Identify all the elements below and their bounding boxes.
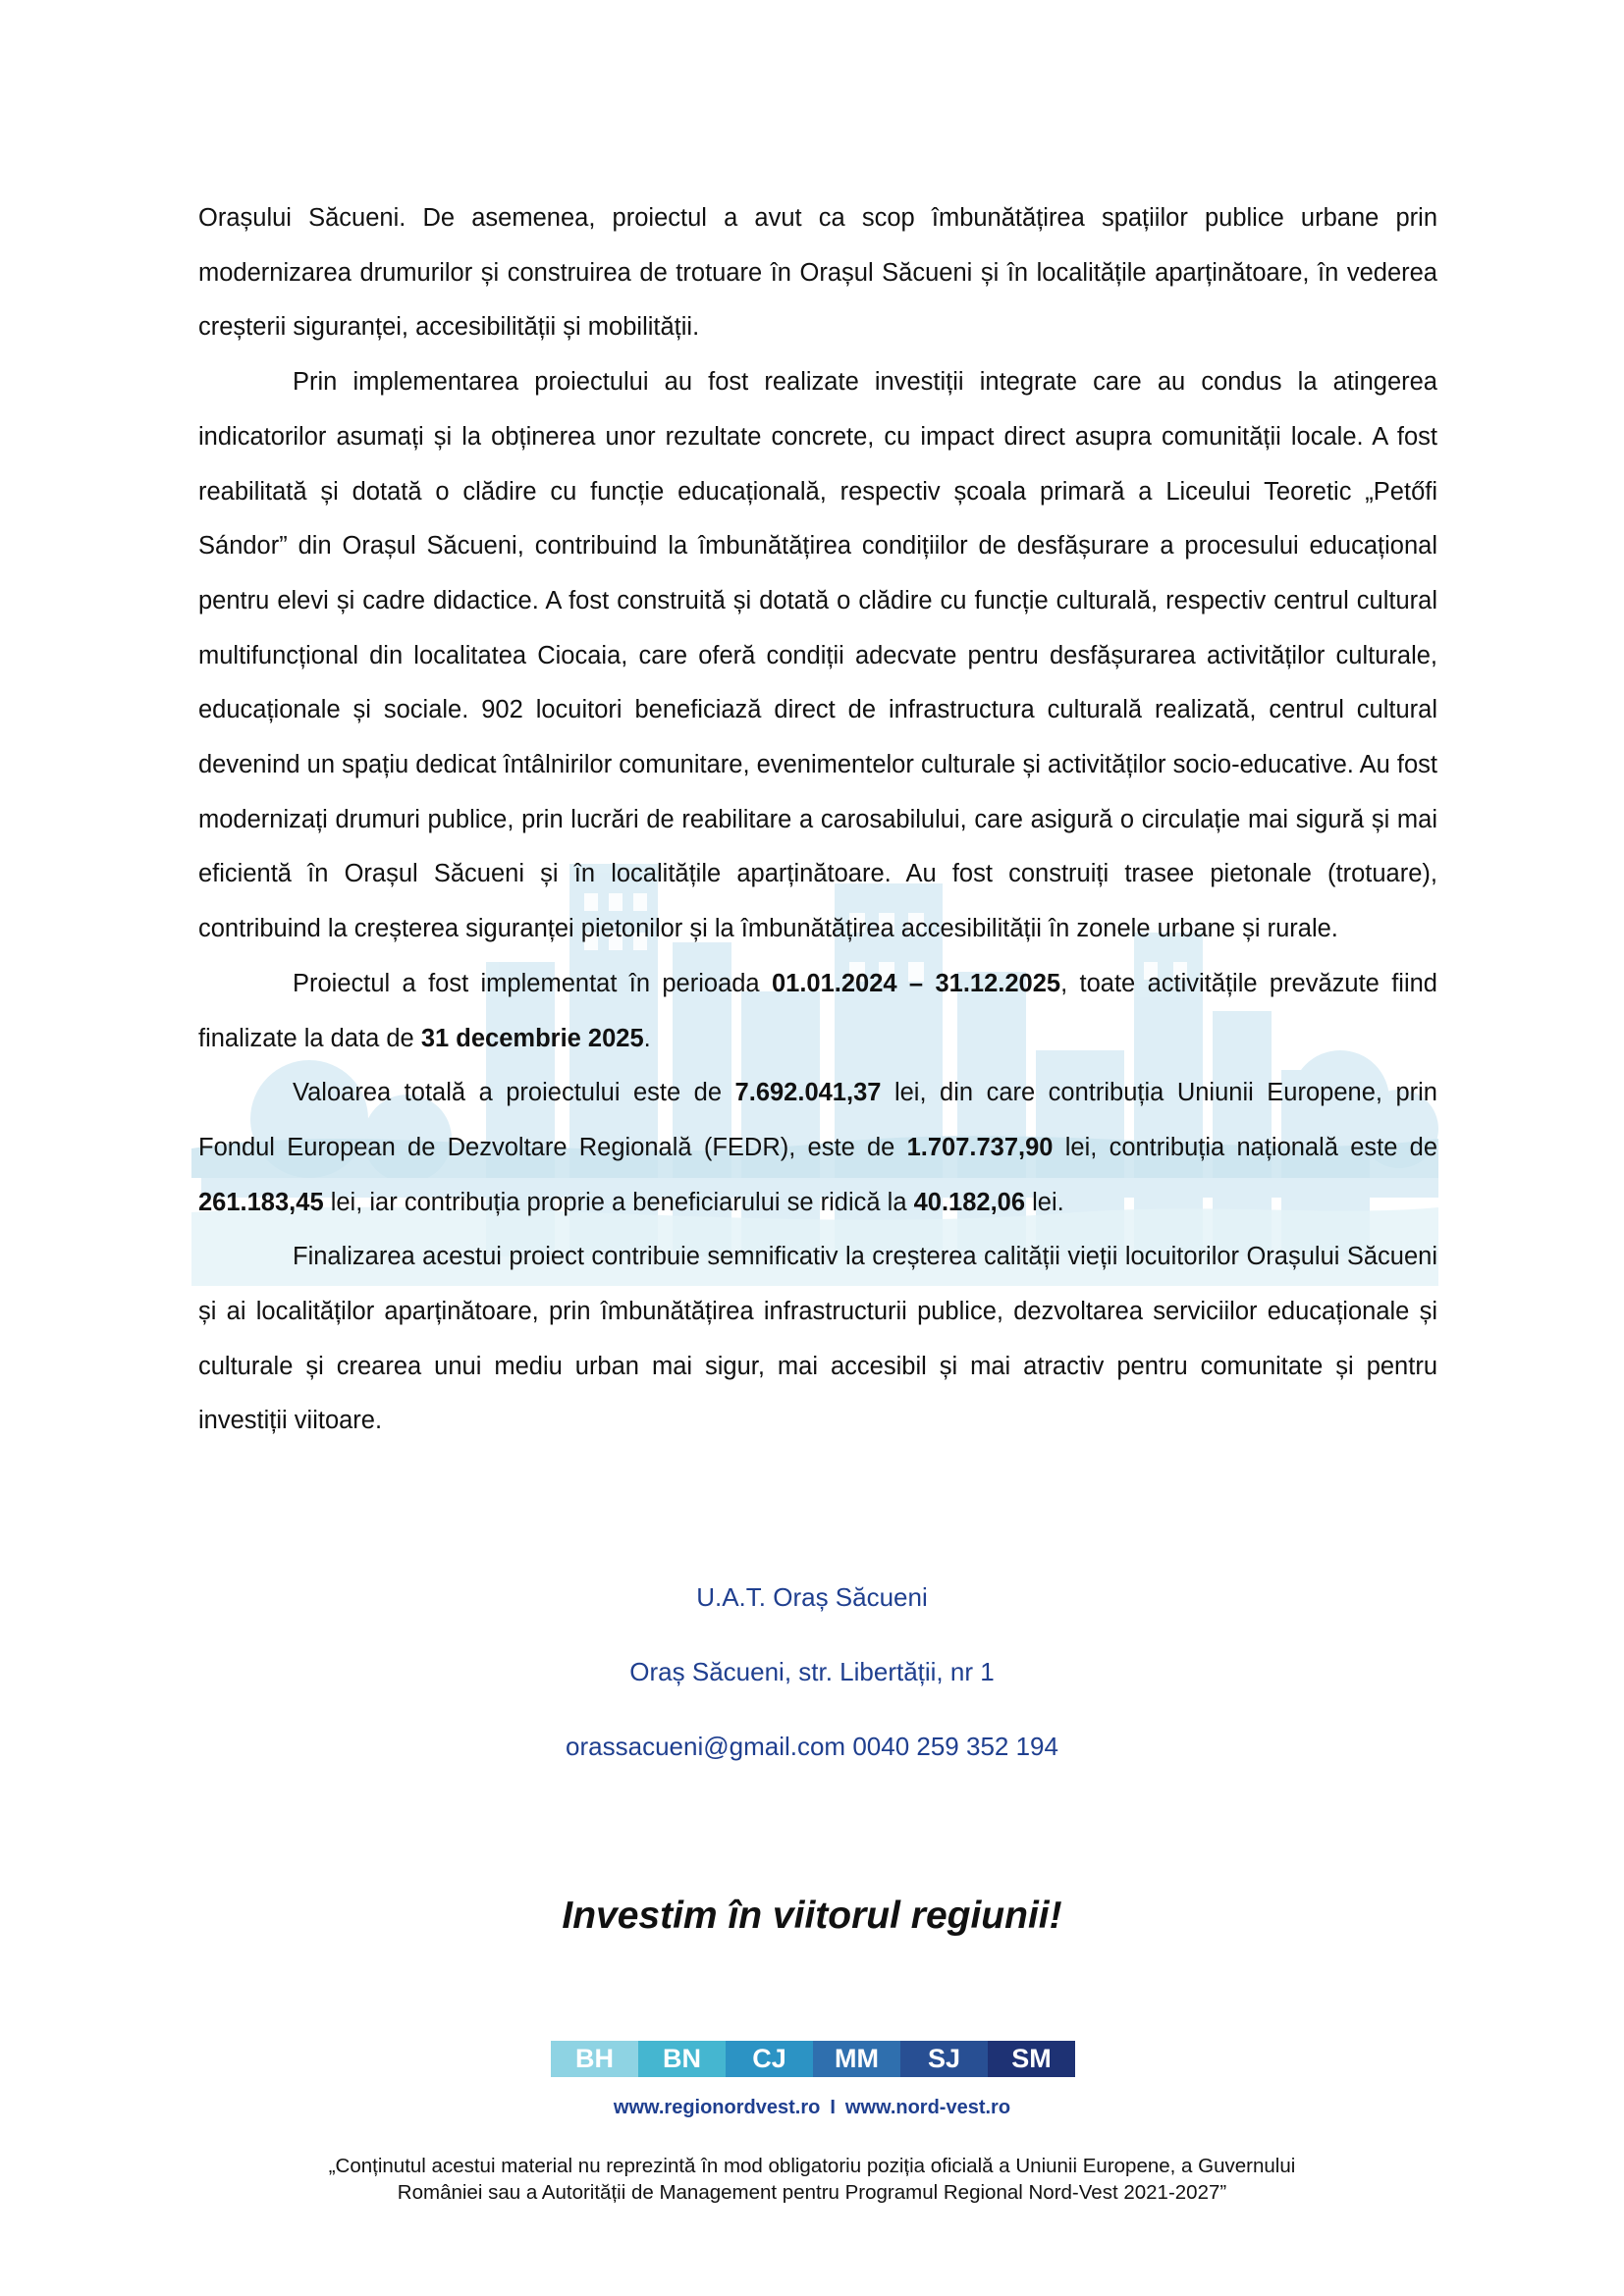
eu-contribution: 1.707.737,90	[906, 1133, 1054, 1161]
region-sj: SJ	[900, 2041, 988, 2077]
paragraph-5: Finalizarea acestui proiect contribuie semnificativ la creșterea calității vieții locuitorilor Orașului Săcueni și ai localităților aparținătoare, prin îmbunătățirea infrastructurii publice, dezvoltarea serviciilor educaționale și culturale și crearea unui mediu urban mai sigur, mai accesibil și mai atractiv pentru comunitate și pentru investiții viitoare.	[198, 1243, 1437, 1435]
disclaimer-line-1: „Conținutul acestui material nu reprezintă în mod obligatoriu poziția oficială a Uniunii Europene, a Guvernului	[328, 2155, 1296, 2177]
paragraph-1: Orașului Săcueni. De asemenea, proiectul a avut ca scop îmbunătățirea spațiilor publice urbane prin modernizarea drumurilor și construirea de trotuare în Orașul Săcueni și în localitățile aparținătoare, în vederea creșterii siguranței, accesibilității și mobilității.	[198, 204, 1437, 342]
region-bh: BH	[551, 2041, 638, 2077]
paragraph-4: Valoarea totală a proiectului este de 7.692.041,37 lei, din care contribuția Uniunii Europene, prin Fondul European de Dezvoltare Regională (FEDR), este de 1.707.737,90 lei, contribuția națională este de 261.183,45 lei, iar contribuția proprie a beneficiarului se ridică la 40.182,06 lei.	[198, 1079, 1437, 1216]
slogan: Investim în viitorul regiunii!	[562, 1895, 1062, 1937]
implementation-period: 01.01.2024 – 31.12.2025	[771, 969, 1061, 997]
national-contribution: 261.183,45	[198, 1188, 324, 1216]
region-mm: MM	[813, 2041, 900, 2077]
contact-address: Oraș Săcueni, str. Libertății, nr 1	[629, 1657, 995, 1686]
region-cj: CJ	[726, 2041, 813, 2077]
body-text	[198, 191, 1437, 1449]
own-contribution: 40.182,06	[913, 1188, 1026, 1216]
website-links	[0, 2097, 1624, 2119]
link-separator: I	[830, 2097, 836, 2118]
website-link-regionordvest[interactable]: www.regionordvest.ro	[613, 2097, 821, 2118]
completion-date: 31 decembrie 2025	[420, 1024, 644, 1052]
disclaimer	[0, 2153, 1624, 2206]
disclaimer-line-2: României sau a Autorității de Management pentru Programul Regional Nord-Vest 2021-2027”	[397, 2181, 1227, 2204]
total-value: 7.692.041,37	[734, 1079, 882, 1107]
paragraph-3: Proiectul a fost implementat în perioada 01.01.2024 – 31.12.2025, toate activitățile prevăzute fiind finalizate la data de 31 decembrie 2025.	[198, 969, 1437, 1052]
region-code-bar	[551, 2041, 1075, 2077]
website-link-nord-vest[interactable]: www.nord-vest.ro	[844, 2097, 1011, 2118]
region-sm: SM	[988, 2041, 1075, 2077]
region-bn: BN	[638, 2041, 726, 2077]
contact-email-phone[interactable]: orassacueni@gmail.com 0040 259 352 194	[566, 1732, 1058, 1761]
contact-name: U.A.T. Oraș Săcueni	[696, 1582, 928, 1612]
paragraph-2: Prin implementarea proiectului au fost realizate investiții integrate care au condus la atingerea indicatorilor asumați și la obținerea unor rezultate concrete, cu impact direct asupra comunității locale. A fost reabilitată și dotată o clădire cu funcție educațională, respectiv școala primară a Liceului Teoretic „Petőfi Sándor” din Orașul Săcueni, contribuind la îmbunătățirea condițiilor de desfășurare a procesului educațional pentru elevi și cadre didactice. A fost construită și dotată o clădire cu funcție culturală, respectiv centrul cultural multifuncțional din localitatea Ciocaia, care oferă condiții adecvate pentru desfășurarea activităților culturale, educaționale și sociale. 902 locuitori beneficiază direct de infrastructura culturală realizată, centrul cultural devenind un spațiu dedicat întâlnirilor comunitare, evenimentelor culturale și activităților socio-educative. Au fost modernizați drumuri publice, prin lucrări de reabilitare a carosabilului, care asigură o circulație mai sigură și mai eficientă în Orașul Săcueni și în localitățile aparținătoare. Au fost construiți trasee pietonale (trotuare), contribuind la creșterea siguranței pietonilor și la îmbunătățirea accesibilității în zonele urbane și rurale.	[198, 368, 1437, 943]
